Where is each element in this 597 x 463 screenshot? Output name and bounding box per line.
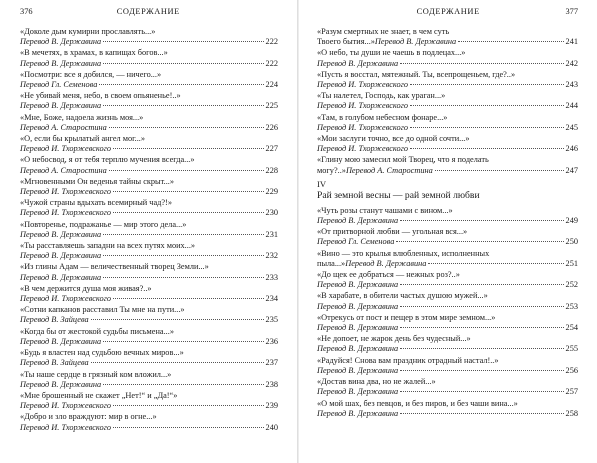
toc-entry-page: 232 <box>265 251 278 261</box>
toc-entry-translator-line <box>20 423 278 433</box>
toc-entry <box>20 327 278 347</box>
toc-entry <box>20 155 278 175</box>
toc-entry-translator-line <box>20 59 278 69</box>
toc-entry-translator: Перевод А. Старостина <box>20 122 107 132</box>
toc-entry-title: «В чем держится душа моя живая?..» <box>20 283 152 293</box>
toc-entry-title: «Глину мою замесил мой Творец, что я поделать <box>317 155 489 165</box>
toc-entry <box>20 91 278 111</box>
toc-entry-title: «Чужой страны вдыхать всемирный чад?!» <box>20 198 172 208</box>
toc-entry-page: 258 <box>565 408 578 418</box>
toc-entry-translator-line <box>20 208 278 218</box>
toc-entry-page: 222 <box>265 58 278 68</box>
toc-entry-title: «Ты налетел, Господь, как ураган...» <box>317 91 446 101</box>
toc-entry-title-continued: пыла...» <box>317 258 346 268</box>
leader-dots <box>410 127 564 128</box>
toc-entry-page: 244 <box>565 101 578 111</box>
toc-entry-translator-line <box>317 216 578 226</box>
toc-entry-page: 237 <box>265 358 278 368</box>
toc-entry-title: «Ты расставляешь западни на всех путях моих...» <box>20 241 196 251</box>
left-page <box>0 0 298 463</box>
toc-entry <box>20 284 278 304</box>
toc-entry-translator: Перевод И. Тхоржевского <box>20 401 111 411</box>
toc-entry <box>317 249 578 269</box>
toc-entry <box>317 91 578 111</box>
toc-entry-translator-line <box>20 187 278 197</box>
toc-entry-translator: Перевод В. Державина <box>317 301 399 311</box>
toc-entry-translator: Перевод В. Державина <box>317 408 399 418</box>
toc-entry-page: 247 <box>565 165 578 175</box>
toc-entry-title: «Ты наше сердце в грязный ком вложил...» <box>20 369 172 379</box>
toc-entry-page: 252 <box>565 280 578 290</box>
leader-dots <box>400 413 563 414</box>
toc-entry-translator-line <box>317 237 578 247</box>
toc-entry <box>317 113 578 133</box>
toc-entry-page: 227 <box>265 144 278 154</box>
toc-entry-translator-line <box>317 166 578 176</box>
leader-dots <box>400 306 563 307</box>
toc-entry-title: «О небо, ты души не чаешь в подлецах...» <box>317 48 466 58</box>
toc-entry-title: «Достав вина два, но не жалей...» <box>317 377 436 387</box>
toc-entry <box>317 356 578 376</box>
toc-entry-translator-line <box>20 166 278 176</box>
toc-entry-title: «В мечетях, в храмах, в капищах богов...» <box>20 48 168 58</box>
toc-entry <box>20 177 278 197</box>
toc-entry <box>20 391 278 411</box>
right-page-number: 377 <box>565 7 578 16</box>
toc-entry-translator: Перевод В. Зайцева <box>20 315 89 325</box>
toc-entry-translator: Перевод В. Державина <box>317 280 399 290</box>
toc-entry-translator-line <box>20 144 278 154</box>
toc-entry-page: 238 <box>265 379 278 389</box>
toc-entry-translator: Перевод И. Тхоржевского <box>20 144 111 154</box>
toc-entry-title: «Разум смертных не знает, в чем суть <box>317 27 450 36</box>
toc-entry-page: 254 <box>565 323 578 333</box>
toc-entry <box>20 27 278 47</box>
toc-entry-translator: Перевод И. Тхоржевского <box>317 144 408 154</box>
leader-dots <box>113 212 264 213</box>
section-title: Рай земной весны — рай земной любви <box>317 189 480 201</box>
leader-dots <box>91 362 264 363</box>
toc-entry-title: «О небосвод, я от тебя терплю мучения всегда...» <box>20 155 195 165</box>
toc-entry-translator-line <box>317 409 578 419</box>
toc-entry-translator-line <box>317 259 578 269</box>
leader-dots <box>400 284 563 285</box>
leader-dots <box>428 263 563 264</box>
toc-entry-translator-line <box>20 80 278 90</box>
toc-entry-translator-line <box>20 230 278 240</box>
toc-entry-translator: Перевод И. Тхоржевского <box>20 187 111 197</box>
leader-dots <box>400 370 563 371</box>
toc-entry-translator: Перевод В. Державина <box>317 387 399 397</box>
toc-entry-page: 226 <box>265 122 278 132</box>
leader-dots <box>400 63 563 64</box>
toc-entry-title: «О мой шах, без певцов, и без пиров, и без чаши вина...» <box>317 398 518 408</box>
toc-entry-translator-line <box>20 123 278 133</box>
toc-entry <box>20 412 278 432</box>
toc-entry-page: 246 <box>565 144 578 154</box>
toc-entry-page: 236 <box>265 336 278 346</box>
toc-entry-translator: Перевод И. Тхоржевского <box>20 294 111 304</box>
left-page-number: 376 <box>20 7 33 16</box>
left-toc-list <box>20 27 278 433</box>
leader-dots <box>91 319 264 320</box>
toc-entry-translator-line <box>20 101 278 111</box>
toc-entry-title: «Мне брошенный не скажет „Нет!“ и „Да!“» <box>20 390 178 400</box>
toc-entry-page: 225 <box>265 101 278 111</box>
toc-entry-translator-line <box>20 294 278 304</box>
toc-entry-translator: Перевод В. Державина <box>20 379 102 389</box>
leader-dots <box>400 391 563 392</box>
toc-entry <box>20 134 278 154</box>
toc-entry-translator: Перевод Гл. Семенова <box>20 80 98 90</box>
toc-entry <box>317 155 578 175</box>
toc-entry-title: «Из глины Адам — величественный творец Земли...» <box>20 262 209 272</box>
toc-entry-page: 233 <box>265 272 278 282</box>
leader-dots <box>103 41 263 42</box>
leader-dots <box>99 84 263 85</box>
toc-entry-translator-line <box>20 251 278 261</box>
toc-entry-page: 239 <box>265 401 278 411</box>
toc-entry-translator: Перевод В. Державина <box>20 336 102 346</box>
toc-entry-title: «Не убивай меня, небо, в своем опьяненье!..» <box>20 91 181 101</box>
toc-entry-translator: Перевод В. Державина <box>20 58 102 68</box>
toc-entry-title: «Посмотри: все я добился, — ничего...» <box>20 69 162 79</box>
toc-entry-translator: Перевод В. Державина <box>20 272 102 282</box>
toc-entry-title-continued: могу?..» <box>317 165 346 175</box>
toc-entry-translator-line <box>20 37 278 47</box>
toc-entry-page: 251 <box>565 258 578 268</box>
toc-entry-translator-line <box>317 387 578 397</box>
toc-entry-translator: Перевод В. Державина <box>317 344 399 354</box>
leader-dots <box>103 277 263 278</box>
leader-dots <box>113 191 264 192</box>
leader-dots <box>109 127 264 128</box>
toc-entry-title: «Мгновенными Он веденья тайны скрыт...» <box>20 176 175 186</box>
toc-entry-title-continued: Твоего бытия...» <box>317 37 375 47</box>
toc-entry <box>20 70 278 90</box>
toc-entry-page: 231 <box>265 229 278 239</box>
toc-entry <box>20 113 278 133</box>
toc-entry-page: 235 <box>265 315 278 325</box>
toc-entry-title: «О, если бы крылатый ангел мог...» <box>20 134 146 144</box>
toc-entry <box>317 70 578 90</box>
toc-entry-title: «Не допоет, не жарок день без чудесный...» <box>317 334 471 344</box>
toc-entry <box>317 270 578 290</box>
toc-entry-translator: Перевод А. Старостина <box>20 165 107 175</box>
toc-entry-translator-line <box>317 323 578 333</box>
toc-entry-translator-line <box>317 80 578 90</box>
toc-entry <box>20 241 278 261</box>
toc-entry-title: «Вино — это крылья влюбленных, исполненных <box>317 248 490 258</box>
toc-entry-title: «Будь я властен над судьбою вечных миров...» <box>20 348 184 358</box>
toc-entry-translator: Перевод В. Державина <box>20 251 102 261</box>
toc-entry-title: «Сотни капканов расставил Ты мне на пути...» <box>20 305 185 315</box>
toc-entry-translator: Перевод В. Державина <box>317 365 399 375</box>
toc-entry <box>20 220 278 240</box>
toc-entry-translator-line <box>317 144 578 154</box>
toc-entry-page: 240 <box>265 422 278 432</box>
toc-entry-translator-line <box>20 401 278 411</box>
toc-entry-translator: Перевод В. Державина <box>20 37 102 47</box>
toc-entry <box>317 313 578 333</box>
toc-entry-page: 257 <box>565 387 578 397</box>
leader-dots <box>113 427 264 428</box>
toc-entry <box>20 370 278 390</box>
toc-entry <box>20 262 278 282</box>
toc-entry-translator: Перевод В. Державина <box>20 101 102 111</box>
leader-dots <box>400 327 563 328</box>
right-page <box>299 0 597 463</box>
toc-entry <box>317 334 578 354</box>
toc-entry <box>317 227 578 247</box>
toc-entry-translator-line <box>20 315 278 325</box>
toc-entry-translator: Перевод И. Тхоржевского <box>20 208 111 218</box>
toc-entry <box>317 377 578 397</box>
toc-entry-title: «От притворной любви — угольная вся...» <box>317 227 468 237</box>
left-running-head: СОДЕРЖАНИЕ <box>116 7 180 16</box>
toc-entry-page: 242 <box>565 58 578 68</box>
toc-entry-page: 255 <box>565 344 578 354</box>
toc-entry-page: 250 <box>565 237 578 247</box>
toc-entry-translator: Перевод В. Державина <box>345 258 427 268</box>
toc-entry-title: «Мои заслуги точно, все до одной сочти...» <box>317 134 470 144</box>
toc-entry-page: 234 <box>265 294 278 304</box>
leader-dots <box>410 148 564 149</box>
toc-entry-translator: Перевод И. Тхоржевского <box>317 101 408 111</box>
leader-dots <box>113 148 264 149</box>
toc-entry-translator-line <box>317 302 578 312</box>
toc-entry-page: 241 <box>565 37 578 47</box>
toc-entry-title: «Мне, Боже, надоела жизнь моя...» <box>20 112 144 122</box>
toc-entry-title: «Доколе дым кумирни прославлять...» <box>20 27 156 36</box>
leader-dots <box>458 41 563 42</box>
toc-entry-translator-line <box>20 380 278 390</box>
leader-dots <box>113 298 264 299</box>
leader-dots <box>400 220 563 221</box>
toc-entry-translator: Перевод В. Державина <box>20 229 102 239</box>
toc-entry-translator: Перевод И. Тхоржевского <box>317 80 408 90</box>
toc-entry-translator-line <box>317 344 578 354</box>
toc-entry-page: 256 <box>565 365 578 375</box>
toc-entry-translator-line <box>317 59 578 69</box>
toc-entry-page: 243 <box>565 80 578 90</box>
toc-entry <box>317 291 578 311</box>
right-page-header <box>317 7 578 19</box>
toc-entry-translator: Перевод В. Державина <box>317 58 399 68</box>
section-toc-list <box>317 206 578 419</box>
toc-entry-title: «Добро и зло враждуют: мир в огне...» <box>20 412 157 422</box>
toc-entry-translator: Перевод В. Державина <box>374 37 457 47</box>
section-number: IV <box>317 178 327 189</box>
toc-entry-translator: Перевод А. Старостина <box>345 165 433 175</box>
toc-entry-translator-line <box>317 123 578 133</box>
toc-entry-title: «В харабате, в обители частых душою мужей...» <box>317 291 488 301</box>
toc-entry <box>317 134 578 154</box>
toc-entry-title: «Когда бы от жестокой судьбы письмена...» <box>20 326 174 336</box>
toc-entry-translator-line <box>317 101 578 111</box>
toc-entry-translator: Перевод В. Зайцева <box>20 358 89 368</box>
toc-entry-translator: Перевод В. Державина <box>317 216 399 226</box>
toc-entry-title: «Чуть розы станут чашами с вином...» <box>317 205 453 215</box>
leader-dots <box>410 105 564 106</box>
toc-entry-translator-line <box>20 273 278 283</box>
toc-entry <box>317 48 578 68</box>
right-running-head: СОДЕРЖАНИЕ <box>416 7 480 16</box>
toc-entry-title: «Отрекусь от пост и пещер в этом мире земном...» <box>317 312 496 322</box>
toc-entry-translator: Перевод И. Тхоржевского <box>317 122 408 132</box>
toc-entry-page: 230 <box>265 208 278 218</box>
toc-entry-title: «Радуйся! Снова вам праздник отрадный настал!..» <box>317 355 499 365</box>
toc-entry <box>20 305 278 325</box>
leader-dots <box>103 341 263 342</box>
toc-entry-translator-line <box>20 337 278 347</box>
leader-dots <box>400 348 563 349</box>
toc-entry-title: «Повторенье, подражанье — мир этого дела...» <box>20 219 187 229</box>
leader-dots <box>103 255 263 256</box>
leader-dots <box>103 234 263 235</box>
toc-entry-translator-line <box>317 280 578 290</box>
toc-entry <box>317 399 578 419</box>
toc-entry <box>317 206 578 226</box>
toc-entry-translator: Перевод Гл. Семенова <box>317 237 395 247</box>
toc-entry-page: 229 <box>265 187 278 197</box>
leader-dots <box>113 405 264 406</box>
leader-dots <box>435 170 564 171</box>
toc-entry <box>20 198 278 218</box>
left-page-header <box>20 7 278 19</box>
toc-entry <box>20 348 278 368</box>
leader-dots <box>396 241 563 242</box>
leader-dots <box>103 105 263 106</box>
toc-entry-title: «Пусть я восстал, мятежный. Ты, всепрощеньем, где?..» <box>317 69 516 79</box>
toc-entry-translator: Перевод В. Державина <box>317 323 399 333</box>
toc-entry-page: 222 <box>265 37 278 47</box>
toc-entry-page: 249 <box>565 216 578 226</box>
toc-entry <box>317 27 578 47</box>
toc-entry <box>20 48 278 68</box>
toc-entry-title: «Там, в голубом небесном фонаре...» <box>317 112 448 122</box>
leader-dots <box>109 170 264 171</box>
toc-entry-translator-line <box>317 37 578 47</box>
leader-dots <box>103 63 263 64</box>
right-toc-list <box>317 27 578 176</box>
toc-entry-translator: Перевод И. Тхоржевского <box>20 422 111 432</box>
toc-entry-page: 253 <box>565 301 578 311</box>
toc-entry-translator-line <box>317 366 578 376</box>
toc-entry-translator-line <box>20 358 278 368</box>
leader-dots <box>103 384 263 385</box>
toc-entry-title: «До щек ее добраться — нежных роз?..» <box>317 270 460 280</box>
leader-dots <box>410 84 564 85</box>
toc-entry-page: 228 <box>265 165 278 175</box>
toc-entry-page: 245 <box>565 122 578 132</box>
toc-entry-page: 224 <box>265 80 278 90</box>
